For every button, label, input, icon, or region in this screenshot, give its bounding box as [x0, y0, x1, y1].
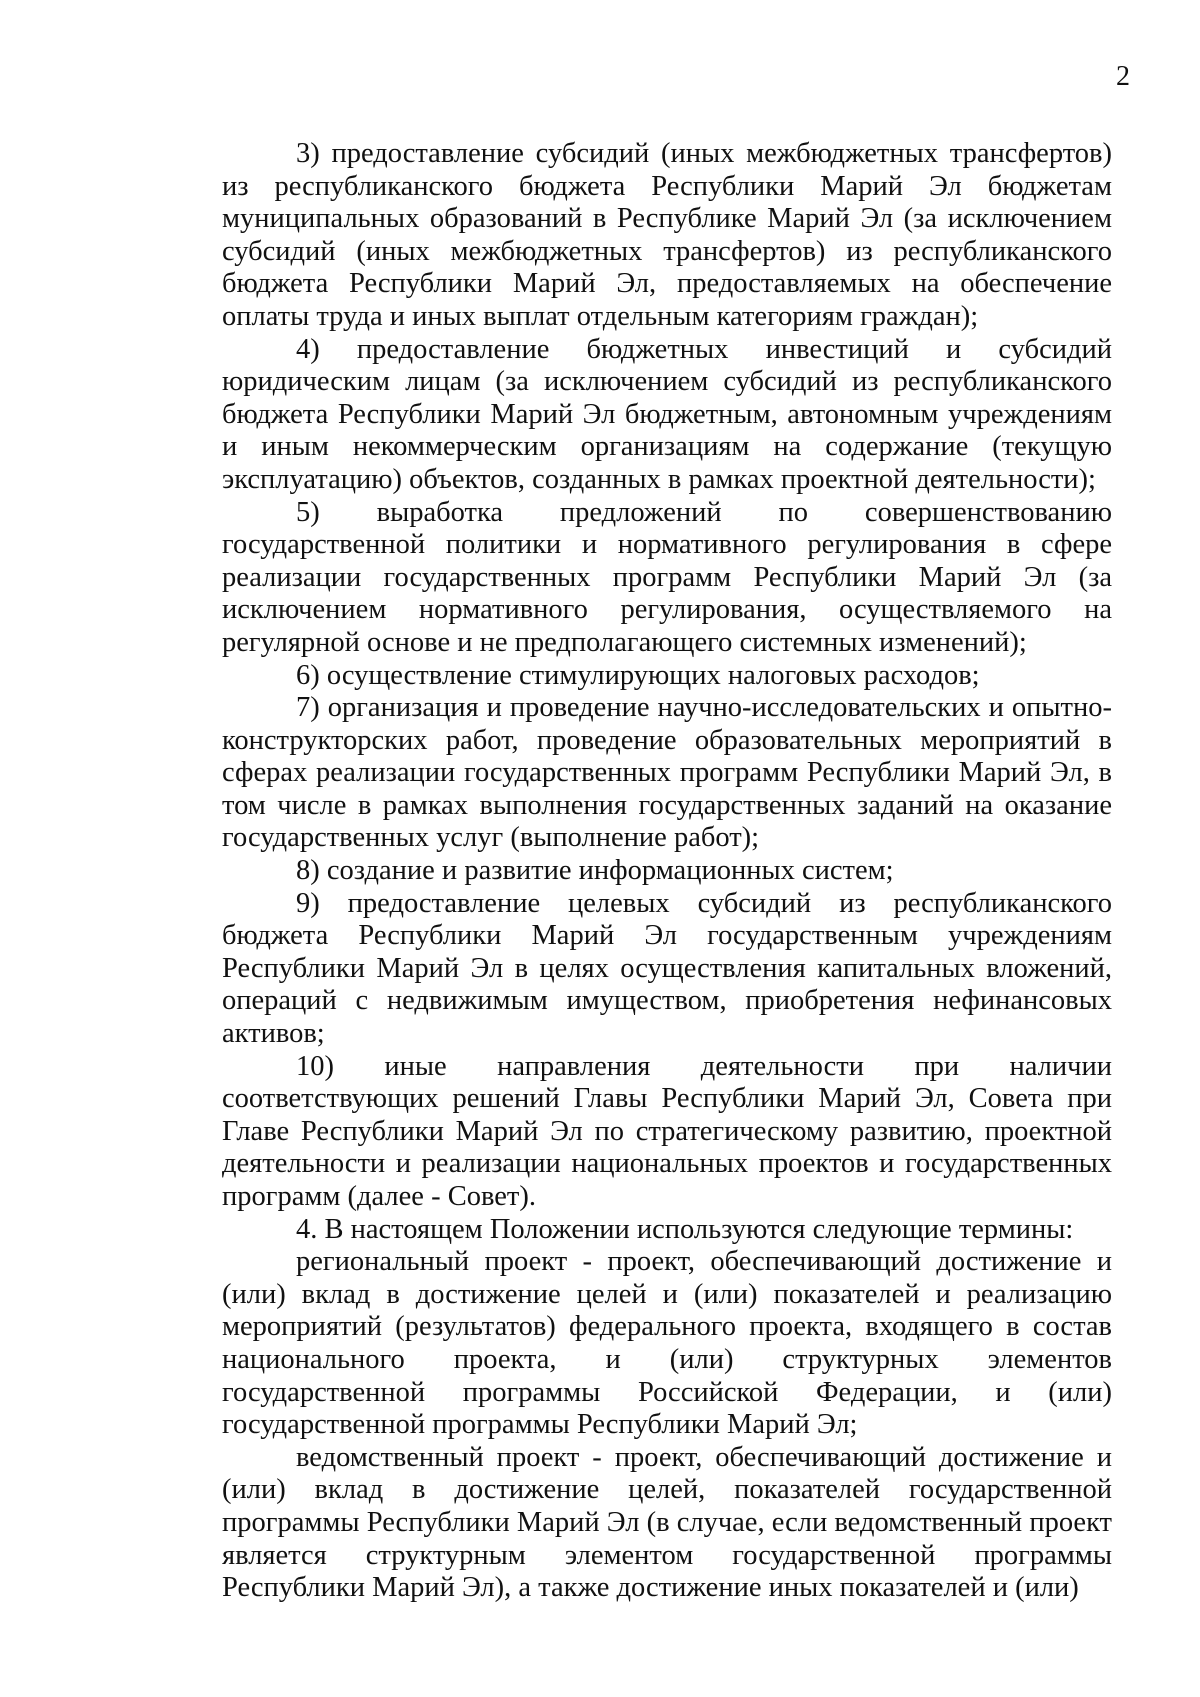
term-regional-project: региональный проект - проект, обеспечивающий достижение и (или) вклад в достижение целей и (или) показателей и реализацию мероприятий (результатов) федерального проекта, входящего в состав национального проекта, и (или) структурных элементов государственной программы Российской Федерации, и (или) государственной программы Республики Марий Эл;: [222, 1246, 1112, 1441]
paragraph-item-9: 9) предоставление целевых субсидий из республиканского бюджета Республики Марий Эл государственным учреждениям Республики Марий Эл в целях осуществления капитальных вложений, операций с недвижимым имуществом, приобретения нефинансовых активов;: [222, 887, 1112, 1050]
paragraph-item-10: 10) иные направления деятельности при наличии соответствующих решений Главы Республики Марий Эл, Совета при Главе Республики Марий Эл по стратегическому развитию, проектной деятельности и реализации национальных проектов и государственных программ (далее - Совет).: [222, 1050, 1112, 1212]
paragraph-item-3: 3) предоставление субсидий (иных межбюджетных трансфертов) из республиканского бюджета Республики Марий Эл бюджетам муниципальных образований в Республике Марий Эл (за исключением субсидий (иных межбюджетных трансфертов) из республиканского бюджета Республики Марий Эл, предоставляемых на обеспечение оплаты труда и иных выплат отдельным категориям граждан);: [222, 138, 1112, 332]
paragraph-item-5: 5) выработка предложений по совершенствованию государственной политики и нормативного регулирования в сфере реализации государственных программ Республики Марий Эл (за исключением нормативного регулирования, осуществляемого на регулярной основе и не предполагающего системных изменений);: [222, 496, 1112, 658]
document-body: [222, 138, 1112, 1605]
paragraph-item-4: 4) предоставление бюджетных инвестиций и субсидий юридическим лицам (за исключением субсидий из республиканского бюджета Республики Марий Эл бюджетным, автономным учреждениям и иным некоммерческим организациям на содержание (текущую эксплуатацию) объектов, созданных в рамках проектной деятельности);: [222, 333, 1112, 495]
paragraph-item-7: 7) организация и проведение научно-исследовательских и опытно-конструкторских работ, проведение образовательных мероприятий в сферах реализации государственных программ Республики Марий Эл, в том числе в рамках выполнения государственных заданий на оказание государственных услуг (выполнение работ);: [222, 692, 1112, 854]
paragraph-item-6: 6) осуществление стимулирующих налоговых расходов;: [296, 659, 980, 691]
term-departmental-project: ведомственный проект - проект, обеспечивающий достижение и (или) вклад в достижение целей, показателей государственной программы Республики Марий Эл (в случае, если ведомственный проект является структурным элементом государственной программы Республики Марий Эл), а также достижение иных показателей и (или): [222, 1441, 1112, 1604]
page-number: 2: [1116, 61, 1130, 92]
paragraph-item-8: 8) создание и развитие информационных систем;: [296, 855, 894, 887]
section-4-heading: 4. В настоящем Положении используются следующие термины:: [296, 1213, 1074, 1245]
